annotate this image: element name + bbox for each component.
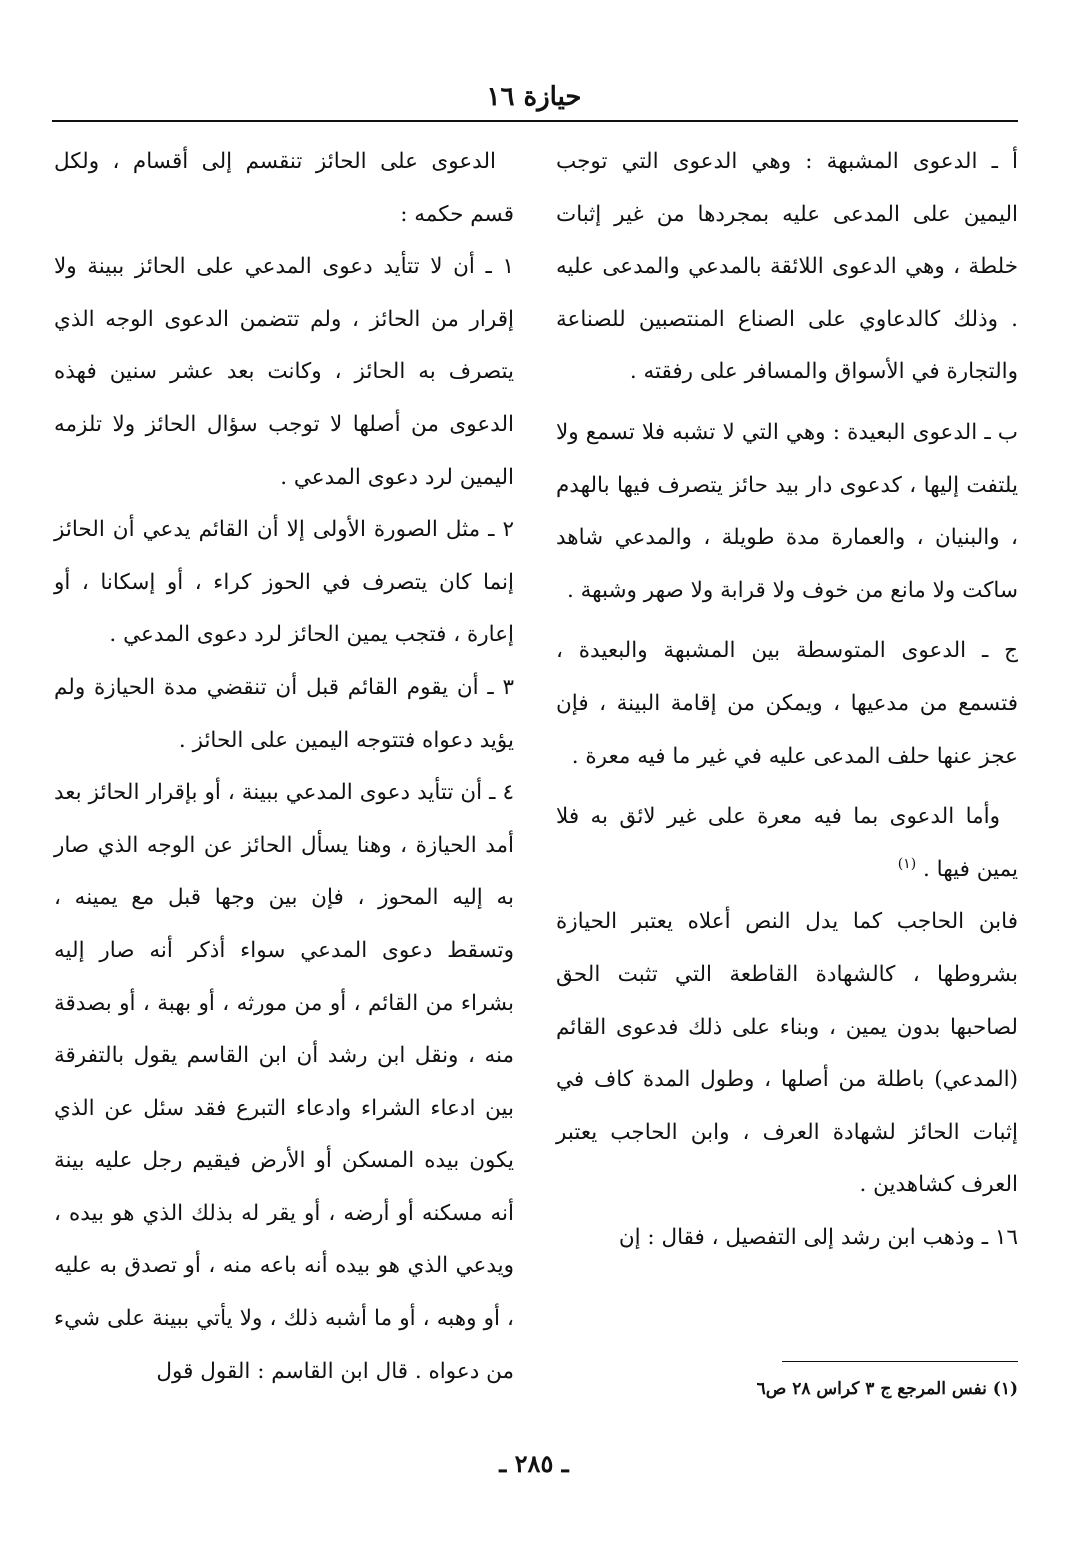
- paragraph-c: ج ـ الدعوى المتوسطة بين المشبهة والبعيدة ، فتسمع من مدعيها ، ويمكن من إقامة البينة ، فإن عجز عنها حلف المدعى عليه في غير ما فيه معرة .: [556, 638, 1018, 769]
- paragraph-3: ٣ ـ أن يقوم القائم قبل أن تنقضي مدة الحيازة ولم يؤيد دعواه فتتوجه اليمين على الحائز .: [54, 674, 514, 753]
- paragraph-ma-arra-text: وأما الدعوى بما فيه معرة على غير لائق به فلا يمين فيها .: [556, 804, 1018, 882]
- paragraph-2: ٢ ـ مثل الصورة الأولى إلا أن القائم يدعي أن الحائز إنما كان يتصرف في الحوز كراء ، أو إسكانا ، أو إعارة ، فتجب يمين الحائز لرد دعوى المدعي .: [54, 517, 514, 648]
- footnote-rule: [782, 1361, 1018, 1362]
- paragraph-16: ١٦ ـ وذهب ابن رشد إلى التفصيل ، فقال : إن: [618, 1224, 1018, 1250]
- paragraph-1: ١ ـ أن لا تتأيد دعوى المدعي على الحائز ببينة ولا إقرار من الحائز ، ولم تتضمن الدعوى الوجه الذي يتصرف به الحائز ، وكانت بعد عشر سنين فهذه الدعوى من أصلها لا توجب سؤال الحائز ولا تلزمه اليمين لرد دعوى المدعي .: [54, 254, 514, 490]
- right-column: [556, 136, 1018, 1264]
- header-rule: [52, 120, 1018, 122]
- footnote: (١) نفس المرجع ج ٣ كراس ٢٨ ص٦: [756, 1379, 1018, 1399]
- paragraph-b: ب ـ الدعوى البعيدة : وهي التي لا تشبه فلا تسمع ولا يلتفت إليها ، كدعوى دار بيد حائز يتصرف فيها بالهدم ، والبنيان ، والعمارة مدة طويلة ، والمدعي شاهد ساكت ولا مانع من خوف ولا قرابة ولا صهر وشبهة .: [556, 419, 1018, 603]
- left-column: [54, 136, 514, 1398]
- footnote-marker: (١): [897, 855, 917, 872]
- running-header: حيازة ١٦: [486, 82, 582, 112]
- paragraph-ma-arra: [556, 791, 1018, 896]
- paragraph-ibn-hajib: فابن الحاجب كما يدل النص أعلاه يعتبر الحيازة بشروطها ، كالشهادة القاطعة التي تثبت الحق لصاحبها بدون يمين ، وبناء على ذلك فدعوى القائم (المدعي) باطلة من أصلها ، وطول المدة كاف في إثبات الحائز لشهادة العرف ، وابن الحاجب يعتبر العرف كشاهدين .: [556, 909, 1018, 1198]
- paragraph-intro: الدعوى على الحائز تنقسم إلى أقسام ، ولكل قسم حكمه :: [54, 149, 514, 227]
- paragraph-a: أ ـ الدعوى المشبهة : وهي الدعوى التي توجب اليمين على المدعى عليه بمجردها من غير إثبات خلطة ، وهي الدعوى اللائقة بالمدعي والمدعى عليه . وذلك كالدعاوي على الصناع المنتصبين للصناعة والتجارة في الأسواق والمسافر على رفقته .: [556, 149, 1018, 385]
- paragraph-4: ٤ ـ أن تتأيد دعوى المدعي ببينة ، أو بإقرار الحائز بعد أمد الحيازة ، وهنا يسأل الحائز عن الوجه الذي صار به إليه المحوز ، فإن بين وجها قبل مع يمينه ، وتسقط دعوى المدعي سواء أذكر أنه صار إليه بشراء من القائم ، أو من مورثه ، أو بهبة ، أو بصدقة منه ، ونقل ابن رشد أن ابن القاسم يقول بالتفرقة بين ادعاء الشراء وادعاء التبرع فقد سئل عن الذي يكون بيده المسكن أو الأرض فيقيم رجل عليه بينة أنه مسكنه أو أرضه ، أو يقر له بذلك الذي هو بيده ، ويدعي الذي هو بيده أنه باعه منه ، أو تصدق به عليه ، أو وهبه ، أو ما أشبه ذلك ، ولا يأتي ببينة على شيء من دعواه . قال ابن القاسم : القول قول: [54, 780, 514, 1384]
- page-number: ـ ٢٨٥ ـ: [499, 1449, 569, 1478]
